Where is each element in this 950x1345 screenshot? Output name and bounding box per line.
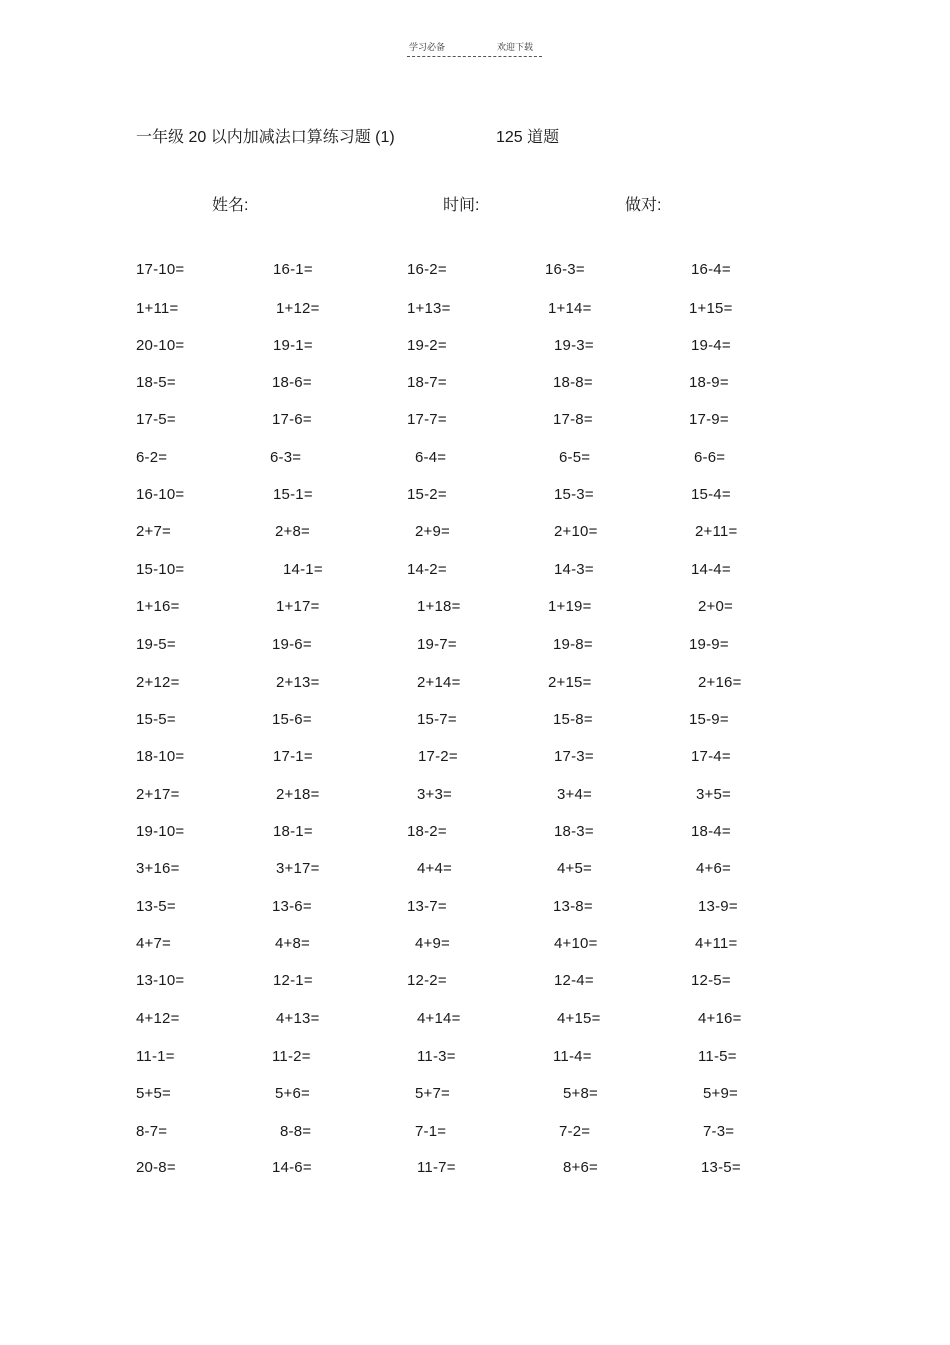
problem-item: 17-6=	[272, 411, 312, 428]
problem-item: 19-8=	[553, 636, 593, 653]
problem-item: 1+17=	[276, 598, 320, 615]
problem-item: 15-7=	[417, 711, 457, 728]
problem-item: 12-1=	[273, 972, 313, 989]
problem-item: 11-7=	[417, 1159, 456, 1176]
problem-item: 15-4=	[691, 486, 731, 503]
problem-item: 4+9=	[415, 935, 451, 952]
problem-item: 19-5=	[136, 636, 176, 653]
problem-item: 5+6=	[275, 1085, 311, 1102]
problem-item: 5+5=	[136, 1085, 172, 1102]
problem-item: 14-4=	[691, 561, 731, 578]
problem-item: 1+11=	[136, 300, 179, 317]
problem-item: 4+5=	[557, 860, 593, 877]
problem-item: 16-2=	[407, 261, 447, 278]
problem-item: 16-4=	[691, 261, 731, 278]
problem-item: 19-10=	[136, 823, 185, 840]
problem-item: 2+9=	[415, 523, 451, 540]
problem-item: 12-2=	[407, 972, 447, 989]
problem-item: 18-1=	[273, 823, 313, 840]
problem-item: 4+14=	[417, 1010, 461, 1027]
problem-item: 2+11=	[695, 523, 738, 540]
time-field-label: 时间:	[443, 197, 480, 214]
problem-item: 4+6=	[696, 860, 732, 877]
problem-item: 13-8=	[553, 898, 593, 915]
problem-item: 3+5=	[696, 786, 732, 803]
problem-item: 17-10=	[136, 261, 185, 278]
problem-item: 18-4=	[691, 823, 731, 840]
problem-item: 5+9=	[703, 1085, 739, 1102]
problem-item: 19-1=	[273, 337, 313, 354]
page-header	[407, 38, 542, 57]
problem-item: 8-8=	[280, 1123, 312, 1140]
problem-item: 2+15=	[548, 674, 592, 691]
problem-item: 11-2=	[272, 1048, 311, 1065]
problem-count: 125 道题	[496, 129, 560, 146]
problem-item: 2+14=	[417, 674, 461, 691]
problem-item: 5+7=	[415, 1085, 451, 1102]
problem-item: 18-10=	[136, 748, 185, 765]
problem-item: 8+6=	[563, 1159, 599, 1176]
problem-item: 18-5=	[136, 374, 176, 391]
problem-item: 8-7=	[136, 1123, 168, 1140]
problem-item: 1+18=	[417, 598, 461, 615]
problem-item: 6-5=	[559, 449, 591, 466]
correct-field-label: 做对:	[625, 197, 662, 214]
problem-item: 17-2=	[418, 748, 458, 765]
problem-item: 2+17=	[136, 786, 180, 803]
problem-item: 2+10=	[554, 523, 598, 540]
problem-item: 20-8=	[136, 1159, 176, 1176]
problem-item: 2+12=	[136, 674, 180, 691]
problem-item: 13-6=	[272, 898, 312, 915]
problem-item: 15-5=	[136, 711, 176, 728]
problem-item: 1+14=	[548, 300, 592, 317]
problem-item: 5+8=	[563, 1085, 599, 1102]
problem-item: 19-6=	[272, 636, 312, 653]
problem-item: 11-4=	[553, 1048, 592, 1065]
problem-item: 4+12=	[136, 1010, 180, 1027]
worksheet-title: 一年级 20 以内加减法口算练习题 (1)	[136, 129, 395, 146]
problem-item: 7-3=	[703, 1123, 735, 1140]
problem-item: 17-5=	[136, 411, 176, 428]
problem-item: 19-3=	[554, 337, 594, 354]
problem-item: 14-6=	[272, 1159, 312, 1176]
problem-item: 4+16=	[698, 1010, 742, 1027]
problem-item: 2+18=	[276, 786, 320, 803]
problem-item: 11-1=	[136, 1048, 175, 1065]
problem-item: 3+16=	[136, 860, 180, 877]
problem-item: 14-2=	[407, 561, 447, 578]
problem-item: 15-6=	[272, 711, 312, 728]
problem-item: 16-1=	[273, 261, 313, 278]
problem-item: 17-9=	[689, 411, 729, 428]
problem-item: 7-1=	[415, 1123, 447, 1140]
problem-item: 13-10=	[136, 972, 185, 989]
problem-item: 15-9=	[689, 711, 729, 728]
problem-item: 4+8=	[275, 935, 311, 952]
problem-item: 1+12=	[276, 300, 320, 317]
problem-item: 4+7=	[136, 935, 172, 952]
problem-item: 6-4=	[415, 449, 447, 466]
header-right-text: 欢迎下载	[497, 42, 534, 52]
problem-item: 17-8=	[553, 411, 593, 428]
problem-item: 7-2=	[559, 1123, 591, 1140]
problem-item: 4+4=	[417, 860, 453, 877]
problem-item: 20-10=	[136, 337, 185, 354]
problem-item: 17-1=	[273, 748, 313, 765]
problem-item: 13-7=	[407, 898, 447, 915]
header-left-text: 学习必备	[409, 42, 446, 52]
problem-item: 2+7=	[136, 523, 172, 540]
problem-item: 14-1=	[283, 561, 323, 578]
problem-item: 2+8=	[275, 523, 311, 540]
problem-item: 4+10=	[554, 935, 598, 952]
problem-item: 6-3=	[270, 449, 302, 466]
problem-item: 12-5=	[691, 972, 731, 989]
problem-item: 6-6=	[694, 449, 726, 466]
problem-item: 1+19=	[548, 598, 592, 615]
problem-item: 15-1=	[273, 486, 313, 503]
problem-item: 18-7=	[407, 374, 447, 391]
problem-item: 4+15=	[557, 1010, 601, 1027]
problem-item: 17-3=	[554, 748, 594, 765]
problem-item: 19-9=	[689, 636, 729, 653]
problem-item: 1+13=	[407, 300, 451, 317]
problem-item: 2+16=	[698, 674, 742, 691]
problem-item: 1+16=	[136, 598, 180, 615]
problem-item: 4+13=	[276, 1010, 320, 1027]
problem-item: 15-3=	[554, 486, 594, 503]
problem-item: 15-8=	[553, 711, 593, 728]
problem-item: 3+17=	[276, 860, 320, 877]
problem-item: 2+13=	[276, 674, 320, 691]
problem-item: 13-5=	[136, 898, 176, 915]
problem-item: 13-5=	[701, 1159, 741, 1176]
problem-item: 11-5=	[698, 1048, 737, 1065]
problem-item: 17-4=	[691, 748, 731, 765]
problem-item: 18-3=	[554, 823, 594, 840]
problem-item: 4+11=	[695, 935, 738, 952]
problem-item: 2+0=	[698, 598, 734, 615]
problem-item: 6-2=	[136, 449, 168, 466]
problem-item: 18-8=	[553, 374, 593, 391]
problem-item: 15-10=	[136, 561, 185, 578]
problem-item: 19-4=	[691, 337, 731, 354]
problem-item: 3+3=	[417, 786, 453, 803]
problem-item: 16-10=	[136, 486, 185, 503]
problem-item: 16-3=	[545, 261, 585, 278]
problem-item: 14-3=	[554, 561, 594, 578]
problem-item: 18-9=	[689, 374, 729, 391]
problem-item: 18-2=	[407, 823, 447, 840]
problem-item: 19-7=	[417, 636, 457, 653]
problem-item: 11-3=	[417, 1048, 456, 1065]
problem-item: 13-9=	[698, 898, 738, 915]
problem-item: 3+4=	[557, 786, 593, 803]
problem-item: 15-2=	[407, 486, 447, 503]
problem-item: 19-2=	[407, 337, 447, 354]
name-field-label: 姓名:	[212, 197, 249, 214]
problem-item: 18-6=	[272, 374, 312, 391]
problem-item: 12-4=	[554, 972, 594, 989]
problem-item: 1+15=	[689, 300, 733, 317]
problem-item: 17-7=	[407, 411, 447, 428]
